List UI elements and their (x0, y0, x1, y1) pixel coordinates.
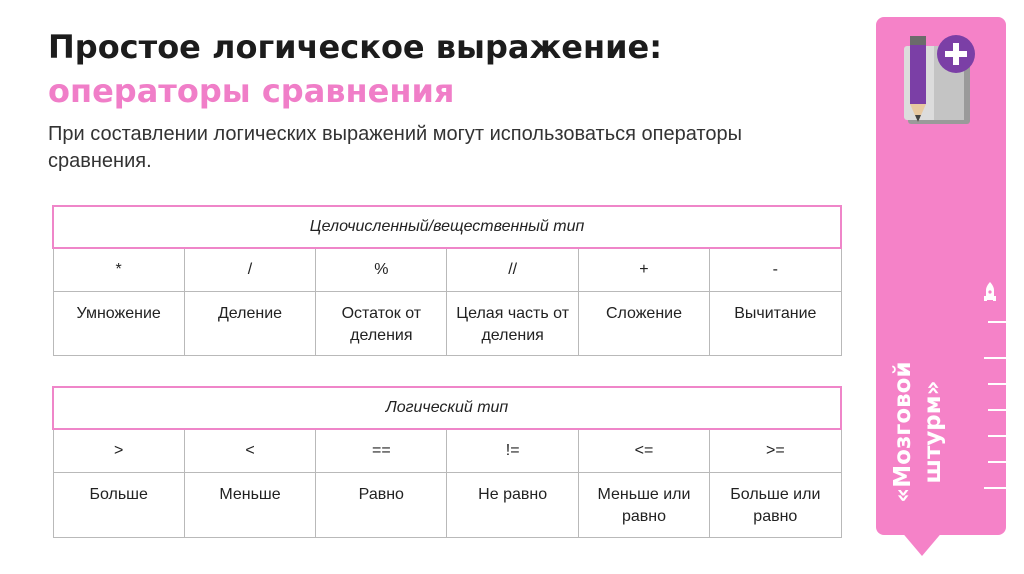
operator-description: Не равно (447, 473, 578, 538)
operator-symbol: == (316, 429, 447, 473)
operator-symbol: + (578, 248, 709, 292)
descriptions-row (53, 473, 841, 538)
ruler-decoration (982, 280, 1006, 520)
intro-text: При составлении логических выражений могут использоваться операторы сравнения. (48, 123, 742, 172)
operator-description: Остаток от деления (316, 292, 447, 356)
operator-description: Деление (184, 292, 315, 356)
operator-symbol: / (184, 248, 315, 292)
sidebar-label-line2: штурм» (920, 380, 946, 484)
operator-description: Равно (316, 473, 447, 538)
operator-description: Сложение (578, 292, 709, 356)
operator-symbol: > (53, 429, 184, 473)
table-header: Целочисленный/вещественный тип (53, 206, 841, 248)
page-subtitle: операторы сравнения (48, 72, 455, 110)
sidebar-label-line1: «Мозговой (890, 361, 916, 503)
descriptions-row (53, 292, 841, 356)
operator-description: Умножение (53, 292, 184, 356)
notebook-pencil-plus-icon (900, 32, 980, 130)
operator-symbol: // (447, 248, 578, 292)
operator-description: Больше (53, 473, 184, 538)
operator-description: Меньше или равно (578, 473, 709, 538)
operator-symbol: < (184, 429, 315, 473)
symbols-row (53, 248, 841, 292)
operator-description: Меньше (184, 473, 315, 538)
operator-symbol: - (710, 248, 841, 292)
operator-description: Больше или равно (710, 473, 841, 538)
operator-description: Вычитание (710, 292, 841, 356)
sidebar-notch (900, 530, 944, 556)
operator-symbol: % (316, 248, 447, 292)
table-header: Логический тип (53, 387, 841, 429)
operator-symbol: * (53, 248, 184, 292)
arithmetic-operators-table (52, 205, 842, 356)
symbols-row (53, 429, 841, 473)
operator-symbol: <= (578, 429, 709, 473)
operator-symbol: >= (710, 429, 841, 473)
operator-symbol: != (447, 429, 578, 473)
logical-operators-table (52, 386, 842, 538)
rocket-icon (984, 282, 996, 301)
operator-description: Целая часть от деления (447, 292, 578, 356)
page-title: Простое логическое выражение: (48, 28, 663, 66)
